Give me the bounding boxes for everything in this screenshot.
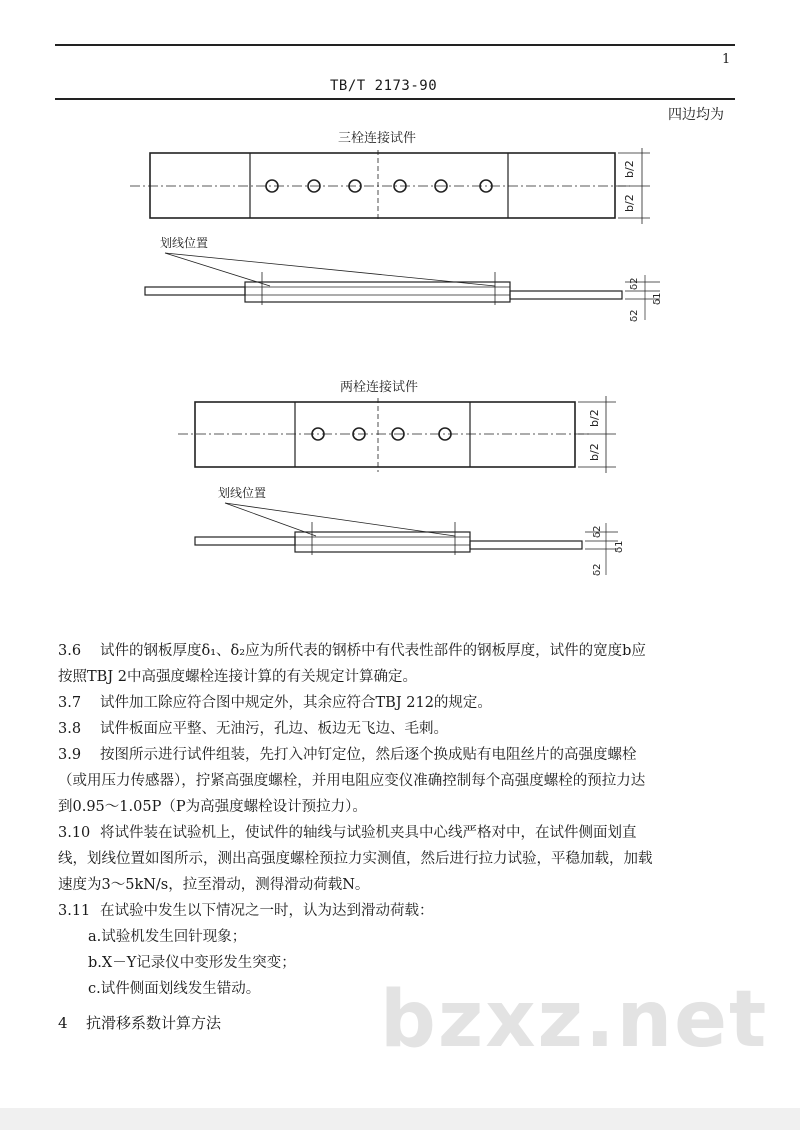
clause-line: （或用压力传感器），拧紧高强度螺栓，并用电阻应变仪准确控制每个高强度螺栓的预拉力达 <box>58 773 646 789</box>
clause-number: 3.8 <box>58 721 82 737</box>
figure2-dim-delta2-top: δ2 <box>592 525 603 538</box>
clause-line: 在试验中发生以下情况之一时，认为达到滑动荷载： <box>100 903 434 919</box>
figure2-dim-b-top: b/2 <box>588 409 601 427</box>
three-bolt-plan-view <box>130 148 650 224</box>
figure1-dim-b-bottom: b/2 <box>623 194 636 212</box>
clause-3-8 <box>58 716 748 742</box>
top-note: 四边均为 <box>668 107 724 123</box>
section-number: 4 <box>58 1014 68 1032</box>
figure1-dim-delta1: δ1 <box>652 292 663 305</box>
clause-line: 到0.95～1.05P（P为高强度螺栓设计预拉力）。 <box>58 799 367 815</box>
clause-line: 试件板面应平整、无油污，孔边、板边无飞边、毛刺。 <box>100 721 448 737</box>
clause-line: 试件的钢板厚度δ₁、δ₂应为所代表的钢桥中有代表性部件的钢板厚度，试件的宽度b应 <box>100 643 646 659</box>
clause-3-10 <box>58 820 748 898</box>
clause-3-9 <box>58 742 748 820</box>
page-bottom-band <box>0 1108 800 1130</box>
figure2-dim-delta1: δ1 <box>614 540 625 553</box>
clause-line: 速度为3～5kN/s，拉至滑动，测得滑动荷载N。 <box>58 877 370 893</box>
figure2-line-label: 划线位置 <box>218 486 267 500</box>
figure1-dim-delta2-top: δ2 <box>629 277 640 290</box>
sub-item-a: a.试验机发生回针现象； <box>88 929 247 945</box>
clause-line: 按照TBJ 2中高强度螺栓连接计算的有关规定计算确定。 <box>58 669 417 685</box>
three-bolt-side-view <box>145 253 660 320</box>
figure1-line-label: 划线位置 <box>160 236 209 250</box>
clause-line: 将试件装在试验机上，使试件的轴线与试验机夹具中心线严格对中，在试件侧面划直 <box>100 825 637 841</box>
clause-line: 线，划线位置如图所示，测出高强度螺栓预拉力实测值，然后进行拉力试验，平稳加载，加载 <box>58 851 653 867</box>
clause-3-7 <box>58 690 748 716</box>
clause-3-6 <box>58 638 748 690</box>
figure1-dim-delta2-bottom: δ2 <box>629 309 640 322</box>
page-number: 1 <box>722 52 731 67</box>
clause-number: 3.7 <box>58 695 82 711</box>
clause-number: 3.6 <box>58 643 82 659</box>
section-title: 抗滑移系数计算方法 <box>86 1014 222 1032</box>
clause-number: 3.9 <box>58 747 82 763</box>
standard-number: TB/T 2173-90 <box>330 78 438 94</box>
clause-number: 3.11 <box>58 903 91 919</box>
sub-item-c: c.试件侧面划线发生错动。 <box>88 981 261 997</box>
watermark: bzxz.net <box>380 975 769 1065</box>
two-bolt-plan-view <box>178 396 616 473</box>
two-bolt-side-view <box>195 503 618 575</box>
clause-body <box>58 638 748 1002</box>
clause-line: 试件加工除应符合图中规定外，其余应符合TBJ 212的规定。 <box>100 695 492 711</box>
figure1-caption: 三栓连接试件 <box>338 131 417 146</box>
figure1-dim-b-top: b/2 <box>623 160 636 178</box>
clause-line: 按图所示进行试件组装，先打入冲钉定位，然后逐个换成贴有电阻丝片的高强度螺栓 <box>100 747 637 763</box>
clause-number: 3.10 <box>58 825 91 841</box>
sub-item-b: b.X－Y记录仪中变形发生突变； <box>88 955 296 971</box>
section-heading <box>58 1012 221 1033</box>
figure2-caption: 两栓连接试件 <box>340 380 419 395</box>
figure2-dim-delta2-bottom: δ2 <box>592 563 603 576</box>
figure2-dim-b-bottom: b/2 <box>588 443 601 461</box>
